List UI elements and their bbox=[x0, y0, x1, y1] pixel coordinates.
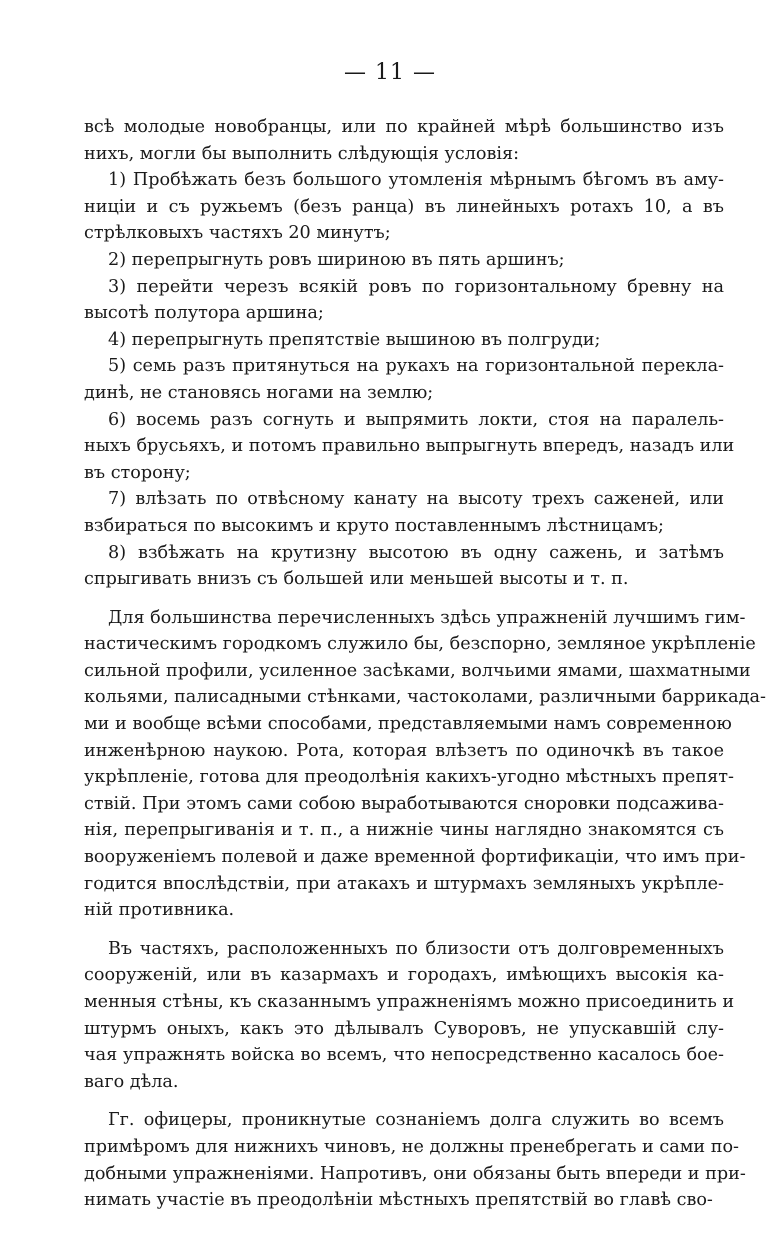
text-line: въ сторону; bbox=[84, 462, 191, 483]
text-line: 2) перепрыгнуть ровъ шириною въ пять аршинъ; bbox=[108, 249, 565, 270]
text-line: сооруженій, или въ казармахъ и городахъ, имѣющихъ высокія ка- bbox=[84, 965, 724, 986]
text-line: всѣ молодые новобранцы, или по крайней мѣрѣ большинство изъ bbox=[84, 117, 724, 137]
paragraph-p0 bbox=[84, 114, 724, 167]
text-line: штурмъ оныхъ, какъ это дѣлывалъ Суворовъ, не упускавшій слу- bbox=[84, 1018, 724, 1039]
paragraph-item5 bbox=[84, 353, 724, 406]
paragraph-gap bbox=[84, 924, 724, 936]
text-line: высотѣ полутора аршина; bbox=[84, 303, 324, 324]
text-line: спрыгивать внизъ съ большей или меньшей высоты и т. п. bbox=[84, 569, 629, 590]
text-line: ваго дѣла. bbox=[84, 1071, 179, 1092]
text-line: примѣромъ для нижнихъ чиновъ, не должны пренебрегать и сами по- bbox=[84, 1136, 739, 1157]
text-line: 4) перепрыгнуть препятствіе вышиною въ полгруди; bbox=[108, 329, 601, 350]
text-line: взбираться по высокимъ и круто поставленнымъ лѣстницамъ; bbox=[84, 515, 664, 536]
text-line: настическимъ городкомъ служило бы, безспорно, земляное укрѣпленіе bbox=[84, 634, 756, 655]
text-line: 5) семь разъ притянуться на рукахъ на горизонтальной перекла- bbox=[108, 356, 724, 377]
page-number: — 11 — bbox=[344, 60, 436, 85]
paragraph-item7 bbox=[84, 486, 724, 539]
paragraph-p1 bbox=[84, 605, 766, 924]
text-line: 1) Пробѣжать безъ большого утомленія мѣрнымъ бѣгомъ въ аму- bbox=[108, 170, 724, 191]
text-line: 3) перейти черезъ всякій ровъ по горизонтальному бревну на bbox=[108, 276, 724, 297]
text-line: менныя стѣны, къ сказаннымъ упражненіямъ можно присоединить и bbox=[84, 992, 735, 1012]
text-line: ствій. При этомъ сами собою выработываются сноровки подсаживa- bbox=[84, 793, 724, 814]
text-line: чая упражнять войска во всемъ, что непосредственно касалось боe- bbox=[84, 1045, 724, 1066]
text-line: укрѣпленіе, готова для преодолѣнія какихъ-угодно мѣстныхъ препят- bbox=[84, 767, 734, 788]
paragraph-p3 bbox=[84, 1107, 746, 1213]
paragraph-p2 bbox=[84, 936, 735, 1096]
paragraph-item4 bbox=[84, 327, 724, 354]
text-line: 7) влѣзать по отвѣсному канату на высоту трехъ саженей, или bbox=[108, 489, 724, 510]
paragraph-item2 bbox=[84, 247, 724, 274]
body-text bbox=[84, 114, 766, 1214]
text-line: нимать участіе въ преодолѣніи мѣстныхъ препятствій во главѣ сво- bbox=[84, 1190, 713, 1211]
text-line: добными упражненіями. Напротивъ, они обязаны быть впереди и при- bbox=[84, 1163, 746, 1184]
paragraph-item6 bbox=[84, 407, 735, 487]
paragraph-item8 bbox=[84, 540, 724, 593]
paragraph-gap bbox=[84, 1095, 724, 1107]
paragraph-item1 bbox=[84, 167, 724, 247]
text-line: Для большинства перечисленныхъ здѣсь упражненій лучшимъ гим- bbox=[108, 607, 746, 628]
text-line: динѣ, не становясь ногами на землю; bbox=[84, 382, 434, 403]
text-line: 8) взбѣжать на крутизну высотою въ одну сажень, и затѣмъ bbox=[108, 542, 724, 563]
text-line: ныхъ брусьяхъ, и потомъ правильно выпрыгнуть впередъ, назадъ или bbox=[84, 436, 735, 457]
text-line: Въ частяхъ, расположенныхъ по близости отъ долговременныхъ bbox=[108, 938, 724, 959]
paragraph-gap bbox=[84, 593, 724, 605]
text-line: ній противника. bbox=[84, 900, 235, 921]
text-line: вооруженіемъ полевой и даже временной фортификаціи, что имъ при- bbox=[84, 847, 746, 868]
text-line: 6) восемь разъ согнуть и выпрямить локти, стоя на паралель- bbox=[108, 409, 724, 430]
text-line: Гг. офицеры, проникнутые сознаніемъ долга служить во всемъ bbox=[108, 1110, 724, 1131]
text-line: стрѣлковыхъ частяхъ 20 минутъ; bbox=[84, 223, 391, 244]
text-line: нихъ, могли бы выполнить слѣдующія условія: bbox=[84, 143, 520, 164]
paragraph-item3 bbox=[84, 274, 724, 327]
text-line: кольями, палисадными стѣнками, частоколами, различными баррикада- bbox=[84, 687, 766, 708]
text-line: ми и вообще всѣми способами, представляемыми намъ современною bbox=[84, 714, 732, 735]
text-line: годится впослѣдствіи, при атакахъ и штурмахъ земляныхъ укрѣпле- bbox=[84, 873, 724, 894]
text-line: инженѣрною наукою. Рота, которая влѣзетъ по одиночкѣ въ такое bbox=[84, 740, 724, 761]
text-line: ниціи и съ ружьемъ (безъ ранца) въ линейныхъ ротахъ 10, а въ bbox=[84, 196, 724, 217]
text-line: нія, перепрыгиванія и т. п., а нижніе чины наглядно знакомятся съ bbox=[84, 820, 724, 841]
text-line: сильной профили, усиленное засѣками, волчьими ямами, шахматными bbox=[84, 660, 751, 681]
